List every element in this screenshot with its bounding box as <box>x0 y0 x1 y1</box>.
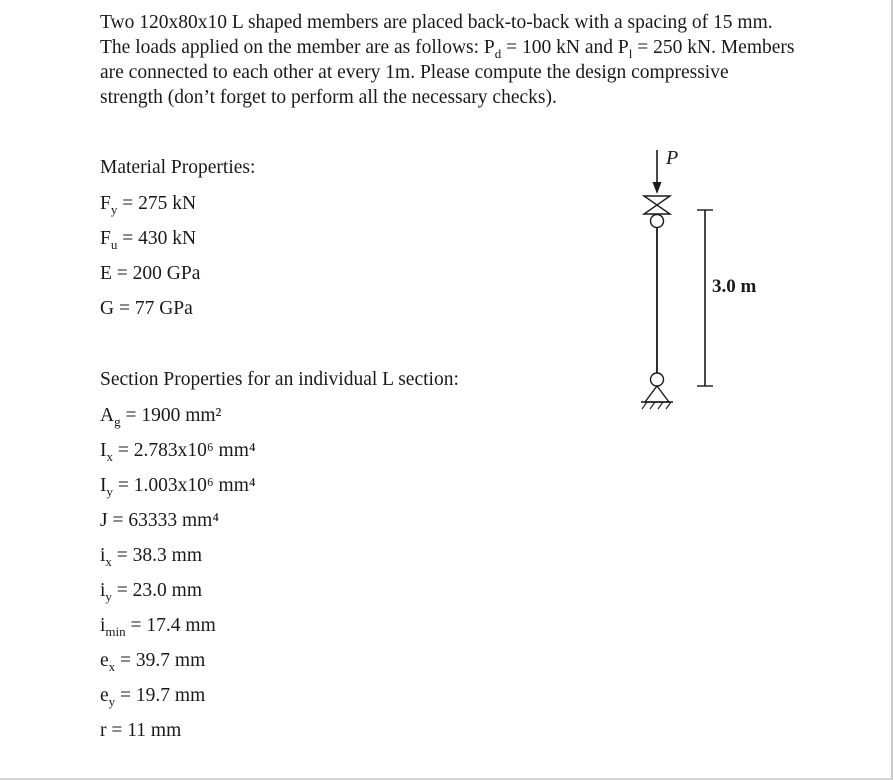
pin-support-bottom-icon <box>645 386 669 402</box>
property-subscript: y <box>108 693 116 709</box>
problem-statement <box>100 10 795 110</box>
property-value: = 17.4 mm <box>125 615 216 636</box>
property-row-radius-y <box>100 579 795 602</box>
property-value: = 19.7 mm <box>115 685 206 706</box>
ground-hatch <box>658 402 663 409</box>
ground-hatch <box>650 402 655 409</box>
property-value: = 1900 mm² <box>120 405 222 426</box>
property-row-r <box>100 719 795 742</box>
property-value: = 38.3 mm <box>111 545 203 566</box>
statement-text: = 100 kN and P <box>501 37 629 58</box>
live-load-subscript: l <box>628 45 633 61</box>
section-properties-heading: Section Properties for an individual L section: <box>100 369 459 390</box>
property-value: = 11 mm <box>106 720 182 741</box>
property-row-ix <box>100 439 795 462</box>
property-symbol: G <box>100 298 115 319</box>
property-symbol: A <box>100 405 115 426</box>
property-subscript: min <box>105 623 126 639</box>
property-subscript: y <box>110 201 118 217</box>
property-symbol: r <box>100 720 107 741</box>
ground-hatch <box>642 402 647 409</box>
property-value: = 1.003x10⁶ mm⁴ <box>113 475 256 496</box>
property-value: = 77 GPa <box>114 298 193 319</box>
property-value: = 63333 mm⁴ <box>107 510 220 531</box>
statement-text: Two 120x80x10 L shaped members are placed back-to-back with a spacing of 15 mm. The loads applied on the member are as follows: P <box>100 12 773 58</box>
dead-load-subscript: d <box>494 45 502 61</box>
property-symbol: F <box>100 228 111 249</box>
property-symbol: i <box>100 580 106 601</box>
dimension-label: 3.0 m <box>712 276 757 297</box>
property-symbol: i <box>100 545 106 566</box>
property-value: = 430 kN <box>117 228 197 249</box>
load-label: P <box>666 147 679 169</box>
property-subscript: x <box>108 658 116 674</box>
ground-hatch <box>666 402 671 409</box>
property-row-radius-min <box>100 614 795 637</box>
property-symbol: I <box>100 440 107 461</box>
property-value: = 2.783x10⁶ mm⁴ <box>113 440 256 461</box>
property-row-radius-x <box>100 544 795 567</box>
statement-text: = 250 kN. Members are connected to each other at every 1m. Please compute the design compressive strength (don’t forget to perform all the necessary checks). <box>100 37 795 108</box>
property-symbol: e <box>100 650 109 671</box>
pin-support-top-icon <box>644 196 670 214</box>
property-subscript: u <box>110 236 118 252</box>
property-value: = 275 kN <box>117 193 197 214</box>
property-subscript: y <box>105 588 112 604</box>
load-arrow-head-icon <box>653 182 662 194</box>
property-subscript: g <box>114 413 121 429</box>
column-diagram <box>600 140 800 420</box>
property-symbol: i <box>100 615 106 636</box>
property-subscript: y <box>106 483 113 499</box>
property-subscript: x <box>106 448 113 464</box>
hinge-circle-bottom <box>651 373 664 386</box>
property-value: = 200 GPa <box>111 263 201 284</box>
property-symbol: E <box>100 263 112 284</box>
property-value: = 23.0 mm <box>111 580 203 601</box>
property-row-iy <box>100 474 795 497</box>
property-symbol: J <box>100 510 108 531</box>
property-row-j <box>100 509 795 532</box>
property-value: = 39.7 mm <box>115 650 206 671</box>
hinge-circle-top <box>651 215 664 228</box>
property-symbol: e <box>100 685 109 706</box>
property-symbol: I <box>100 475 107 496</box>
material-properties-heading: Material Properties: <box>100 157 256 178</box>
property-subscript: x <box>105 553 112 569</box>
property-symbol: F <box>100 193 111 214</box>
property-row-ey <box>100 684 795 707</box>
property-row-ex <box>100 649 795 672</box>
